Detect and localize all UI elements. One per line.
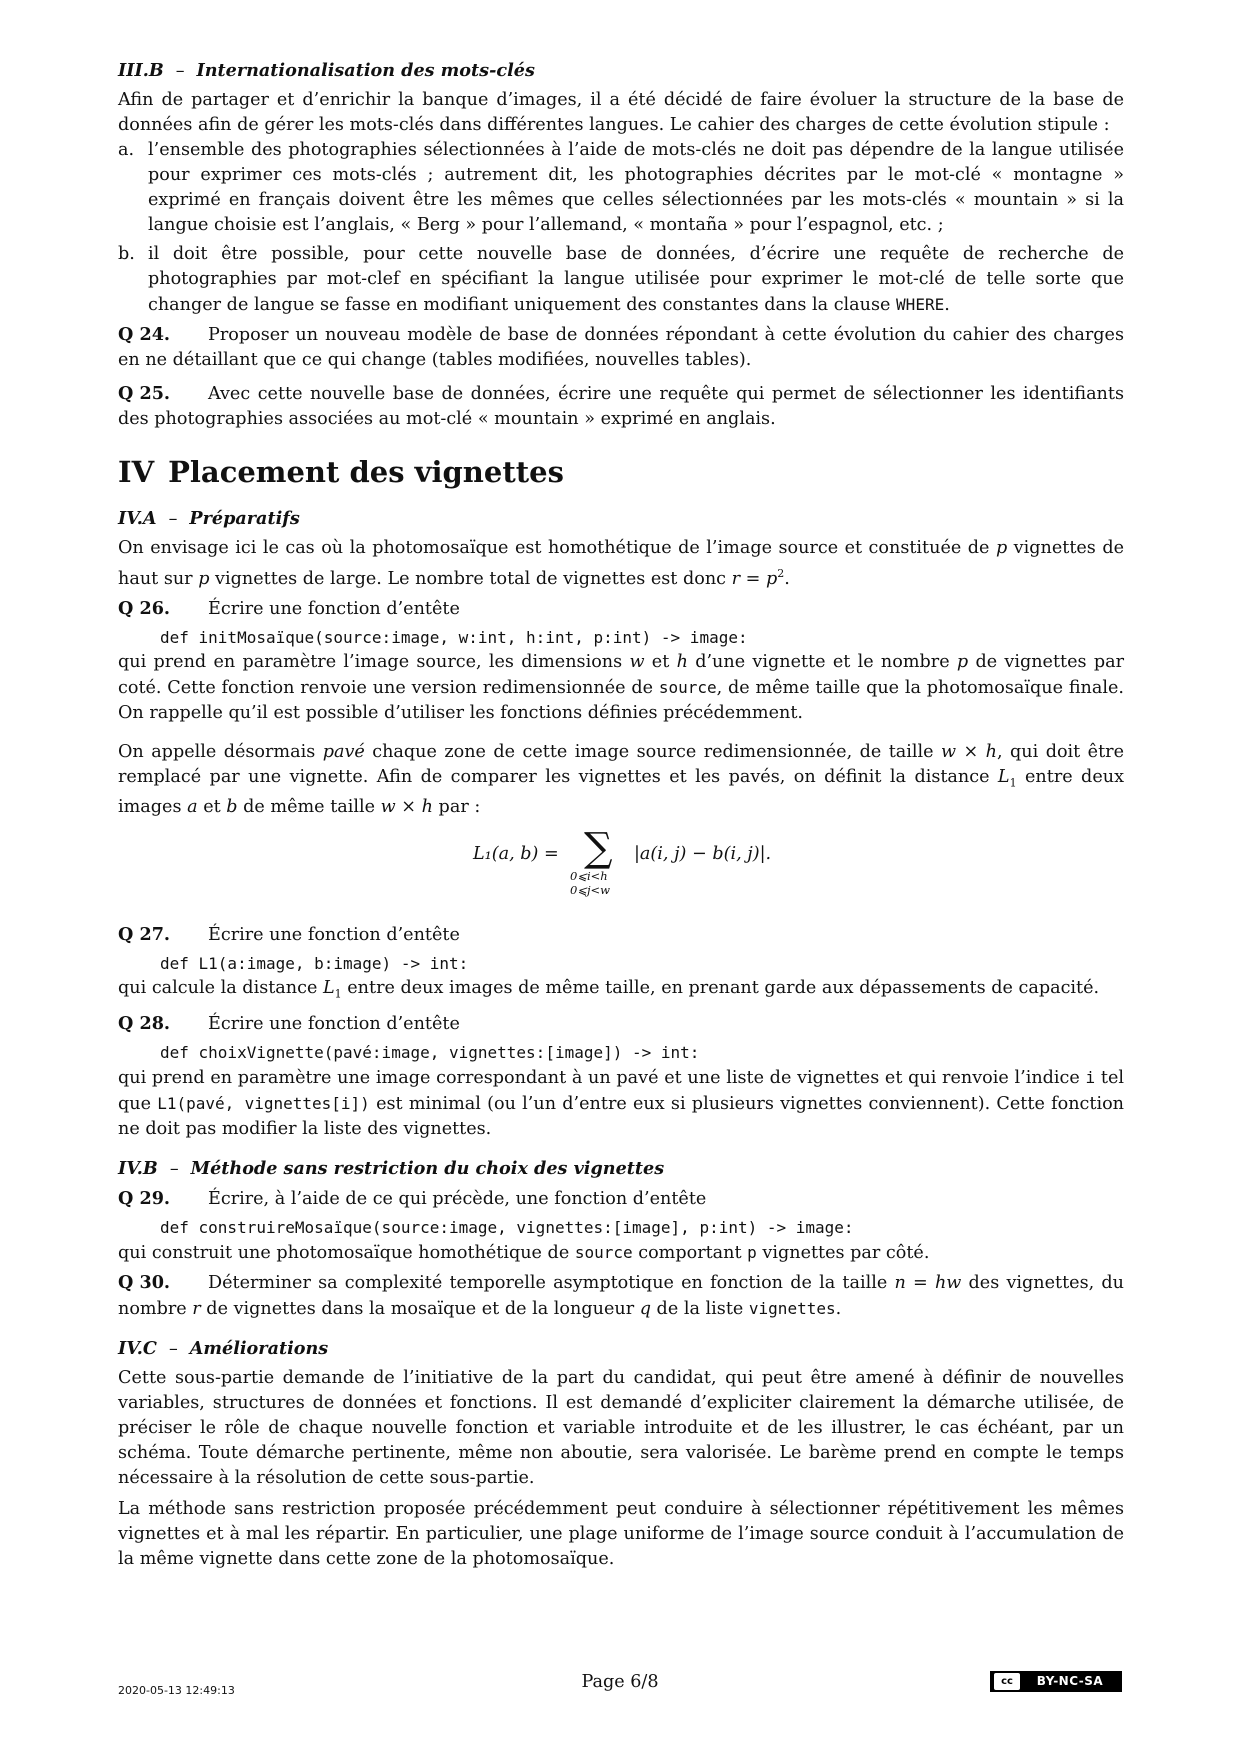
paragraph-iv-c-1: Cette sous-partie demande de l’initiative de la part du candidat, qui peut être amené à définir de nouvelles variables, structures de données et fonctions. Il est demandé d’expliciter clairement la démarche utilisée, de préciser le rôle de chaque nouvelle fonction et variable introduite et de les illustrer, le cas échéant, par un schéma. Toute démarche pertinente, même non aboutie, sera valorisée. Le barème prend en compte le temps nécessaire à la résolution de cette sous-partie. xyxy=(118,1367,1124,1488)
text-run: comportant xyxy=(632,1242,748,1263)
creative-commons-icon: cc xyxy=(994,1673,1020,1690)
text-run: qui prend en paramètre une image correspondant à un pavé et une liste de vignettes et qui renvoie l’indice xyxy=(118,1067,1086,1088)
code-signature-l1: def L1(a:image, b:image) -> int: xyxy=(160,954,469,974)
text-run: et xyxy=(197,797,227,818)
inline-code: vignettes xyxy=(748,1298,836,1318)
code-signature-construiremosaique: def construireMosaïque(source:image, vignettes:[image], p:int) -> image: xyxy=(160,1217,854,1237)
question-number: Q 26. xyxy=(118,597,171,619)
subsection-number: III.B xyxy=(118,60,164,81)
text-run: de même taille xyxy=(237,797,381,818)
text-run: chaque zone de cette image source redimensionnée, de taille xyxy=(364,741,942,762)
inline-code: L1(pavé, vignettes[i]) xyxy=(157,1093,370,1113)
text-run: de la liste xyxy=(650,1298,749,1319)
text-run: On appelle désormais xyxy=(118,741,323,762)
section-number: IV xyxy=(118,455,155,489)
subsection-heading-iv-a: IV.A – Préparatifs xyxy=(118,508,300,529)
list-item-b xyxy=(118,242,1124,318)
paragraph-q26-desc xyxy=(118,650,1124,726)
text-run: vignettes par côté. xyxy=(756,1242,930,1263)
paragraph-q28-desc xyxy=(118,1065,1124,1142)
text-run: vignettes de haut sur xyxy=(118,538,1124,589)
sum-symbol: ∑ xyxy=(584,825,613,872)
page-content xyxy=(118,58,1124,1572)
question-29 xyxy=(118,1186,1124,1212)
subsection-heading-iii-b: III.B – Internationalisation des mots-clés xyxy=(118,60,535,81)
emphasis: pavé xyxy=(322,741,365,762)
text-run: est minimal (ou l’un d’entre eux si plusieurs vignettes conviennent). Cette fonction ne doit pas modifier la liste des vignettes. xyxy=(118,1093,1124,1139)
section-heading-iv xyxy=(118,454,1124,490)
text-run: , de même taille que la photomosaïque finale. On rappelle qu’il est possible d’utiliser les fonctions définies précédemment. xyxy=(118,677,1125,723)
question-text: Écrire, à l’aide de ce qui précède, une fonction d’entête xyxy=(208,1188,707,1209)
text-run: qui construit une photomosaïque homothétique de xyxy=(118,1242,575,1263)
inline-code: p xyxy=(747,1242,757,1262)
math-subscript: 1 xyxy=(334,987,342,1001)
footer-timestamp: 2020-05-13 12:49:13 xyxy=(118,1684,235,1697)
list-text: l’ensemble des photographies sélectionnées à l’aide de mots-clés ne doit pas dépendre de la langue utilisée pour exprimer ces mots-clés ; autrement dit, les photographies décrites par le mot-clé « montagne » exprimé en français doivent être les mêmes que celles sélectionnées par les mots-clés « mountain » si la langue choisie est l’anglais, « Berg » pour l’allemand, « montaña » pour l’espagnol, etc. ; xyxy=(148,140,1124,235)
inline-code: i xyxy=(1085,1067,1096,1087)
question-text: Écrire une fonction d’entête xyxy=(208,598,460,619)
list-text xyxy=(148,242,1124,318)
sum-limit-j: 0⩽j<w xyxy=(570,883,610,898)
list-item-a xyxy=(118,138,1124,238)
subsection-number: IV.C xyxy=(118,1337,157,1359)
text-run: et xyxy=(644,651,677,672)
math-var: b xyxy=(226,797,238,818)
question-number: Q 28. xyxy=(118,1012,171,1034)
question-30 xyxy=(118,1270,1124,1322)
subsection-number: IV.B xyxy=(118,1157,158,1179)
license-label: BY-NC-SA xyxy=(1036,1674,1104,1688)
text-run: entre deux images de même taille, en prenant garde aux dépassements de capacité. xyxy=(341,978,1100,999)
paragraph-intro-iii-b: Afin de partager et d’enrichir la banque d’images, il a été décidé de faire évoluer la structure de la base de données afin de gérer les mots-clés dans différentes langues. Le cahier des charges de cette évolution stipule : xyxy=(118,90,1124,135)
subsection-title: Préparatifs xyxy=(189,508,300,529)
equation-l1-distance xyxy=(118,825,1124,902)
subsection-heading-iv-c: IV.C – Améliorations xyxy=(118,1337,329,1359)
code-signature-initmosaique: def initMosaïque(source:image, w:int, h:int, p:int) -> image: xyxy=(160,627,748,647)
text-run: par : xyxy=(432,797,481,818)
subsection-number: IV.A xyxy=(118,508,157,529)
text-run: . xyxy=(944,295,950,315)
footer-page-number: Page 6/8 xyxy=(581,1672,659,1692)
subsection-title: Internationalisation des mots-clés xyxy=(196,60,535,81)
text-run: Déterminer sa complexité temporelle asymptotique en fonction de la taille xyxy=(208,1272,895,1293)
inline-code: WHERE xyxy=(896,295,945,314)
text-run: il doit être possible, pour cette nouvelle base de données, d’écrire une requête de recherche de photographies par mot-clef en spécifiant la langue utilisée pour exprimer le mot-clé de telle sorte que changer de langue se fasse en modifiant uniquement des constantes dans la clause xyxy=(148,244,1124,315)
license-badge xyxy=(990,1671,1122,1692)
paragraph-q29-desc xyxy=(118,1240,1124,1266)
inline-code: source xyxy=(658,677,717,697)
equation-rhs: |a(i, j) − b(i, j)|. xyxy=(634,844,772,865)
question-25 xyxy=(118,381,1124,432)
code-signature-choixvignette: def choixVignette(pavé:image, vignettes:[image]) -> int: xyxy=(160,1042,700,1062)
math-formula: r = p xyxy=(731,568,778,589)
math-var: p xyxy=(995,538,1008,558)
equation-lhs: L₁(a, b) = xyxy=(473,844,559,865)
math-var: w xyxy=(629,651,645,672)
math-var: r xyxy=(192,1298,201,1319)
question-number: Q 29. xyxy=(118,1187,171,1209)
question-number: Q 30. xyxy=(118,1271,171,1293)
text-run: . xyxy=(784,568,790,589)
question-number: Q 24. xyxy=(118,324,171,345)
math-var: q xyxy=(639,1298,651,1319)
question-27 xyxy=(118,922,1124,948)
math-subscript: 1 xyxy=(1009,776,1017,790)
subsection-title: Améliorations xyxy=(189,1337,329,1359)
section-title: Placement des vignettes xyxy=(168,455,564,489)
question-text: Avec cette nouvelle base de données, écrire une requête qui permet de sélectionner les identifiants des photographies associées au mot-clé « mountain » exprimé en anglais. xyxy=(118,384,1124,429)
text-run: de vignettes dans la mosaïque et de la longueur xyxy=(200,1298,640,1319)
question-28 xyxy=(118,1011,1124,1037)
text-run: des vignettes, du nombre xyxy=(118,1272,1124,1319)
question-number: Q 25. xyxy=(118,383,171,404)
math-formula: n = hw xyxy=(894,1272,962,1293)
math-var: p xyxy=(198,568,210,589)
math-var: p xyxy=(956,651,969,672)
subsection-heading-iv-b: IV.B – Méthode sans restriction du choix des vignettes xyxy=(118,1157,665,1179)
text-run: entre deux images xyxy=(118,766,1124,818)
question-text: Écrire une fonction d’entête xyxy=(208,925,460,946)
paragraph-q27-desc xyxy=(118,976,1124,1007)
list-marker: b. xyxy=(118,244,135,264)
paragraph-iv-c-2: La méthode sans restriction proposée précédemment peut conduire à sélectionner répétitivement les mêmes vignettes et à mal les répartir. En particulier, une plage uniforme de l’image source conduit à l’accumulation de la même vignette dans cette zone de la photomosaïque. xyxy=(118,1498,1124,1569)
math-var: L xyxy=(997,766,1010,787)
question-text: Écrire une fonction d’entête xyxy=(208,1013,460,1034)
subsection-title: Méthode sans restriction du choix des vignettes xyxy=(190,1157,665,1179)
question-26 xyxy=(118,596,1124,622)
sum-limit-i: 0⩽i<h xyxy=(570,869,608,884)
text-run: On envisage ici le cas où la photomosaïque est homothétique de l’image source et constituée de xyxy=(118,538,996,558)
math-formula: w × h xyxy=(941,741,998,762)
text-run: d’une vignette et le nombre xyxy=(687,651,957,672)
text-run: qui calcule la distance xyxy=(118,978,323,999)
math-var: L xyxy=(322,978,335,999)
text-run: tel que xyxy=(118,1067,1125,1114)
question-text: Proposer un nouveau modèle de base de données répondant à cette évolution du cahier des charges en ne détaillant que ce qui change (tables modifiées, nouvelles tables). xyxy=(118,325,1124,370)
paragraph-pave xyxy=(118,740,1124,821)
inline-code: source xyxy=(574,1242,633,1262)
math-var: h xyxy=(676,651,688,672)
page-footer xyxy=(0,1670,1240,1700)
text-run: qui prend en paramètre l’image source, les dimensions xyxy=(118,651,630,672)
paragraph-intro-iv-a xyxy=(118,536,1124,592)
math-exponent: 2 xyxy=(777,567,785,580)
math-formula: w × h xyxy=(380,797,433,818)
question-24 xyxy=(118,322,1124,373)
text-run: , qui doit être remplacé par une vignette. Afin de comparer les vignettes et les pavés, on définit la distance xyxy=(118,741,1124,787)
list-marker: a. xyxy=(118,140,135,160)
question-number: Q 27. xyxy=(118,924,171,946)
math-var: a xyxy=(187,797,198,818)
text-run: de vignettes par coté. Cette fonction renvoie une version redimensionnée de xyxy=(118,651,1124,698)
text-run: vignettes de large. Le nombre total de vignettes est donc xyxy=(209,568,732,589)
text-run: . xyxy=(835,1298,842,1319)
